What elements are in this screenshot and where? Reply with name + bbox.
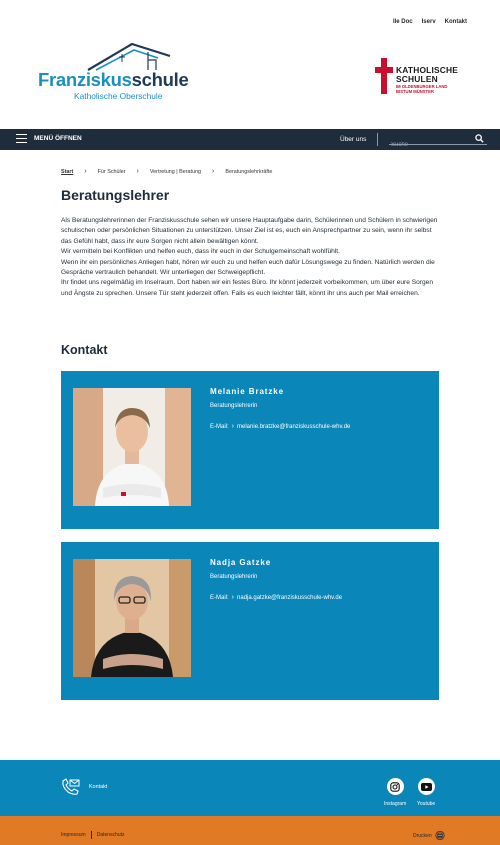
youtube-label: Youtube [417, 801, 436, 807]
chevron-right-icon: › [212, 168, 215, 175]
intro-paragraph: Wir vermitteln bei Konflikten und helfen euch, dass ihr euch in der Schulgemeinschaft wohlfühlt. [61, 248, 340, 256]
email-label: E-Mail: [210, 423, 229, 430]
instagram-icon [387, 778, 404, 795]
chevron-right-icon: › [136, 168, 139, 175]
print-button[interactable] [413, 831, 445, 840]
intro-paragraph: Ihr findet uns regelmäßig im Inselraum. Dort haben wir ein festes Büro. Ihr könnt jederzeit vorbeikommen, um über eure Sorgen und Ängste zu sprechen. Unsere Tür steht jederzeit offen. Falls es euch leichter fällt, könnt ihr uns auch per Mail erreichen. [61, 279, 433, 297]
datenschutz-link[interactable]: Datenschutz [96, 832, 125, 838]
arrow-right-icon: › [231, 594, 235, 601]
youtube-link[interactable] [417, 778, 435, 807]
contact-card [61, 542, 439, 700]
partner-logo-line2: SCHULEN [396, 74, 438, 84]
impressum-link[interactable]: Impressum [61, 832, 86, 838]
printer-icon [435, 831, 445, 840]
main-navbar [0, 129, 500, 150]
katholische-schulen-logo[interactable] [375, 58, 465, 96]
contact-name: Nadja Gatzke [210, 558, 272, 567]
breadcrumb [61, 168, 272, 175]
contact-card [61, 371, 439, 529]
contact-email-link[interactable]: melanie.bratzke@franziskusschule-whv.de [237, 423, 351, 430]
contact-email-link[interactable]: nadja.gatzke@franziskusschule-whv.de [237, 594, 343, 601]
intro-paragraph: Wenn ihr ein persönliches Anliegen habt, hören wir euch zu und helfen euch dafür Lösungswege zu finden. Natürlich werden die Gespräche vertraulich behandelt. Wir unterliegen der Schweigepflicht. [61, 258, 435, 277]
cross-icon [375, 58, 393, 94]
logo-title-blue: Franziskus [38, 69, 132, 90]
page-title: Beratungslehrer [61, 187, 170, 203]
breadcrumb-fuer-schueler[interactable]: Für Schüler [97, 168, 126, 175]
search-icon[interactable] [475, 134, 484, 143]
intro-text [61, 216, 441, 299]
contact-role: Beratungslehrerin [210, 403, 258, 409]
youtube-icon [418, 778, 435, 795]
legal-divider [91, 831, 92, 839]
partner-logo-line3: IM OLDENBURGER LAND [396, 84, 448, 89]
nav-divider [377, 133, 378, 146]
top-links [393, 19, 467, 25]
instagram-label: Instagram [384, 801, 407, 807]
search-input[interactable] [389, 140, 469, 151]
top-link-iledoc[interactable]: Ile Doc [392, 19, 413, 25]
chevron-right-icon: › [84, 168, 87, 175]
contact-email-row [210, 423, 350, 430]
top-link-iserv[interactable]: Iserv [421, 19, 436, 25]
logo-subtitle: Katholische Oberschule [74, 91, 163, 101]
breadcrumb-current: Beratungslehrkräfte [225, 168, 273, 175]
logo-title [38, 69, 188, 91]
phone-mail-icon [61, 778, 81, 796]
intro-paragraph: Als Beratungslehrerinnen der Franziskusschule sehen wir unsere Hauptaufgabe darin, Schülerinnen und Schülern in schwierigen schulischen oder persönlichen Situationen zu unterstützen. Unser Ziel ist es, euch ein Ansprechpartner zu sein, wenn ihr selbst das Gefühl habt, dass ihr eure Sorgen nicht allein bewältigen könnt. [61, 217, 438, 245]
contact-role: Beratungslehrerin [210, 574, 258, 580]
breadcrumb-vertretung[interactable]: Vertretung | Beratung [149, 168, 202, 175]
bottom-bar [0, 816, 500, 845]
contact-photo [73, 388, 191, 506]
contact-name: Melanie Bratzke [210, 387, 284, 396]
breadcrumb-start[interactable]: Start [61, 168, 74, 175]
contact-heading: Kontakt [61, 343, 108, 357]
footer-kontakt-link[interactable] [61, 778, 107, 796]
contact-email-row [210, 594, 342, 601]
instagram-link[interactable] [384, 778, 406, 807]
email-label: E-Mail: [210, 594, 229, 601]
contact-photo [73, 559, 191, 677]
print-label: Drucken [413, 832, 432, 839]
nav-about-link[interactable]: Über uns [340, 136, 367, 143]
school-logo[interactable] [38, 40, 189, 102]
partner-logo-line4: BISTUM MÜNSTER [396, 89, 434, 94]
arrow-right-icon: › [231, 423, 235, 430]
footer-kontakt-label: Kontakt [89, 784, 108, 790]
hamburger-icon [16, 134, 27, 143]
partner-logo-line1: KATHOLISCHE [396, 65, 459, 75]
search-box [389, 133, 487, 145]
menu-open-label: MENÜ ÖFFNEN [34, 135, 82, 142]
logo-title-dark: schule [131, 69, 189, 90]
legal-links [61, 831, 125, 839]
footer [0, 760, 500, 816]
menu-open-button[interactable] [16, 134, 82, 143]
top-link-kontakt[interactable]: Kontakt [444, 19, 467, 25]
